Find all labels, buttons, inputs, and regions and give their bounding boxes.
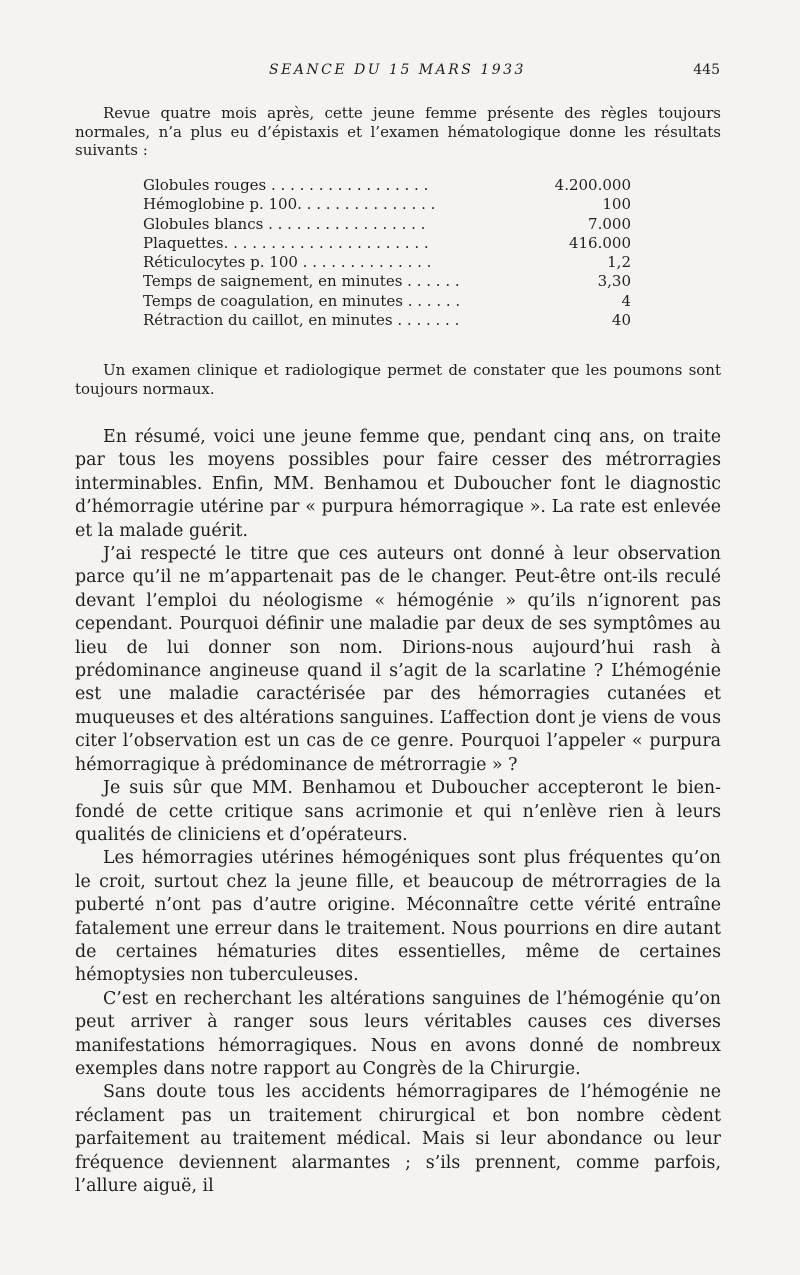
result-value: 100 <box>602 195 631 214</box>
results-table <box>143 176 663 330</box>
result-row <box>143 195 663 214</box>
result-label: Temps de saignement, en minutes . . . . . . <box>143 272 460 291</box>
result-label: Réticulocytes p. 100 . . . . . . . . . . . . . . <box>143 253 432 272</box>
intro-block <box>75 104 721 160</box>
result-value: 1,2 <box>607 253 631 272</box>
result-row <box>143 176 663 195</box>
result-value: 4.200.000 <box>554 176 631 194</box>
body-paragraph: Je suis sûr que MM. Benhamou et Duboucher accepteront le bien-fondé de cette critique sans acrimonie et qui n’enlève rien à leurs qualités de cliniciens et d’opérateurs. <box>75 778 721 845</box>
result-label: Rétraction du caillot, en minutes . . . . . . . <box>143 311 460 330</box>
result-label: Hémoglobine p. 100. . . . . . . . . . . . . . . <box>143 195 436 214</box>
result-row <box>143 311 663 330</box>
main-text <box>75 426 721 1198</box>
radiology-note-block <box>75 361 721 398</box>
result-row <box>143 234 663 253</box>
result-value: 4 <box>621 291 631 310</box>
result-row <box>143 253 663 272</box>
running-title: SEANCE DU 15 MARS 1933 <box>269 62 526 78</box>
result-label: Plaquettes. . . . . . . . . . . . . . . . . . . . . . <box>143 233 429 252</box>
body-paragraph: C’est en recherchant les altérations sanguines de l’hémogénie qu’on peut arriver à ranger sous leurs véritables causes ces diverses manifestations hémorragiques. Nous en avons donné de nombreux exemples dans notre rapport au Congrès de la Chirurgie. <box>75 988 721 1079</box>
result-row <box>143 292 663 311</box>
body-paragraph: J’ai respecté le titre que ces auteurs ont donné à leur observation parce qu’il ne m’appartenait pas de le changer. Peut-être ont-ils reculé devant l’emploi du néologisme « hémogénie » qu’ils n’ignorent pas cependant. Pourquoi définir une maladie par deux de ses symptômes au lieu de lui donner son nom. Dirions-nous aujourd’hui rash à prédominance angineuse quand il s’agit de la scarlatine ? L’hémogénie est une maladie caractérisée par des hémorragies cutanées et muqueuses et des altérations sanguines. L’affection dont je viens de vous citer l’observation est un cas de ce genre. Pourquoi l’appeler « purpura hémorragique à prédominance de métrorragie » ? <box>75 544 721 775</box>
radiology-note: Un examen clinique et radiologique permet de constater que les poumons sont toujours normaux. <box>75 361 721 398</box>
body-paragraph: En résumé, voici une jeune femme que, pendant cinq ans, on traite par tous les moyens possibles pour faire cesser des métrorragies interminables. Enfin, MM. Benhamou et Duboucher font le diagnostic d’hémorragie utérine par « purpura hémorragique ». La rate est enlevée et la malade guérit. <box>75 427 721 541</box>
result-row <box>143 215 663 234</box>
result-label: Globules blancs . . . . . . . . . . . . . . . . . <box>143 214 426 233</box>
intro-paragraph: Revue quatre mois après, cette jeune femme présente des règles toujours normales, n’a plus eu d’épistaxis et l’examen hématologique donne les résultats suivants : <box>75 104 721 159</box>
result-label: Temps de coagulation, en minutes . . . . . . <box>143 291 461 310</box>
page-number: 445 <box>693 62 720 78</box>
result-value: 416.000 <box>568 233 631 252</box>
result-label: Globules rouges . . . . . . . . . . . . . . . . . <box>143 176 429 194</box>
result-value: 7.000 <box>588 214 631 233</box>
result-value: 3,30 <box>597 272 631 291</box>
running-header <box>75 62 720 84</box>
body-paragraph: Sans doute tous les accidents hémorragipares de l’hémogénie ne réclament pas un traitement chirurgical et bon nombre cèdent parfaitement au traitement médical. Mais si leur abondance ou leur fréquence deviennent alarmantes ; s’ils prennent, comme parfois, l’allure aiguë, il <box>75 1082 721 1196</box>
body-paragraph: Les hémorragies utérines hémogéniques sont plus fréquentes qu’on le croit, surtout chez la jeune fille, et beaucoup de métrorragies de la puberté n’ont pas d’autre origine. Méconnaître cette vérité entraîne fatalement une erreur dans le traitement. Nous pourrions en dire autant de certaines hématuries dites essentielles, même de certaines hémoptysies non tuberculeuses. <box>75 848 721 986</box>
result-row <box>143 272 663 291</box>
result-value: 40 <box>611 311 631 330</box>
